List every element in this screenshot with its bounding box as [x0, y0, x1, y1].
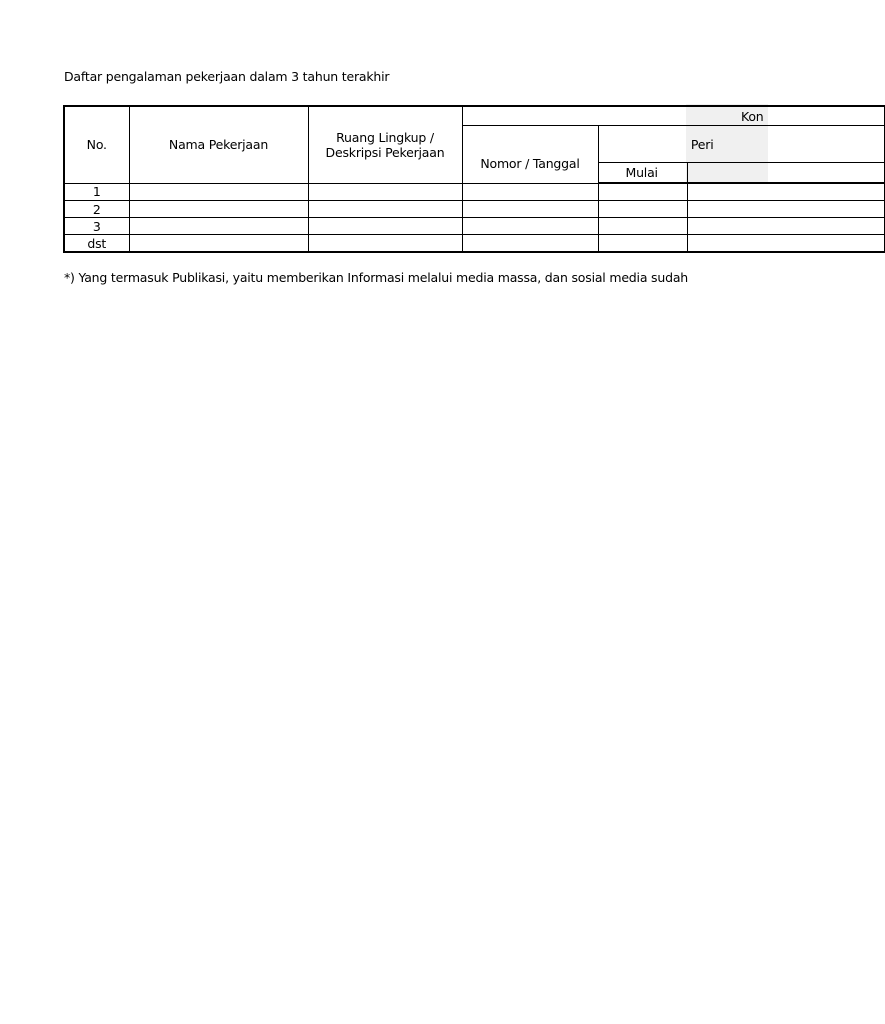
table-viewport: [62, 104, 764, 254]
row-no: 3: [64, 218, 129, 235]
row-nomor-tanggal: [462, 183, 598, 201]
row-extra-cell: [687, 201, 884, 218]
row-no: dst: [64, 235, 129, 253]
row-no: 1: [64, 183, 129, 201]
header-kontrak-group: Kon: [462, 106, 884, 126]
row-extra-cell: [687, 183, 884, 201]
row-ruang-lingkup: [308, 235, 462, 253]
row-mulai: [598, 201, 687, 218]
row-mulai: [598, 218, 687, 235]
header-periode: Peri: [598, 126, 884, 163]
table-row: [64, 235, 884, 253]
row-nama-pekerjaan: [129, 218, 308, 235]
table-row: [64, 183, 884, 201]
row-nama-pekerjaan: [129, 201, 308, 218]
table-row: [64, 201, 884, 218]
header-ruang-lingkup-text: Ruang Lingkup / Deskripsi Pekerjaan: [325, 129, 445, 160]
row-ruang-lingkup: [308, 183, 462, 201]
header-nomor-tanggal: Nomor / Tanggal: [462, 126, 598, 184]
row-nomor-tanggal: [462, 201, 598, 218]
experience-table: [63, 105, 885, 253]
row-nama-pekerjaan: [129, 183, 308, 201]
row-ruang-lingkup: [308, 218, 462, 235]
header-ruang-lingkup: [308, 106, 462, 183]
table-row: [64, 218, 884, 235]
row-no: 2: [64, 201, 129, 218]
row-mulai: [598, 183, 687, 201]
header-mulai: Mulai: [598, 163, 687, 184]
row-nomor-tanggal: [462, 235, 598, 253]
header-nama-pekerjaan: Nama Pekerjaan: [129, 106, 308, 183]
header-selesai-cell: [687, 163, 884, 184]
row-extra-cell: [687, 235, 884, 253]
row-mulai: [598, 235, 687, 253]
document-title: Daftar pengalaman pekerjaan dalam 3 tahun terakhir: [64, 69, 390, 84]
header-no: No.: [64, 106, 129, 183]
row-nomor-tanggal: [462, 218, 598, 235]
row-extra-cell: [687, 218, 884, 235]
row-ruang-lingkup: [308, 201, 462, 218]
footnote: *) Yang termasuk Publikasi, yaitu memberikan Informasi melalui media massa, dan sosial media sudah: [64, 270, 689, 285]
row-nama-pekerjaan: [129, 235, 308, 253]
